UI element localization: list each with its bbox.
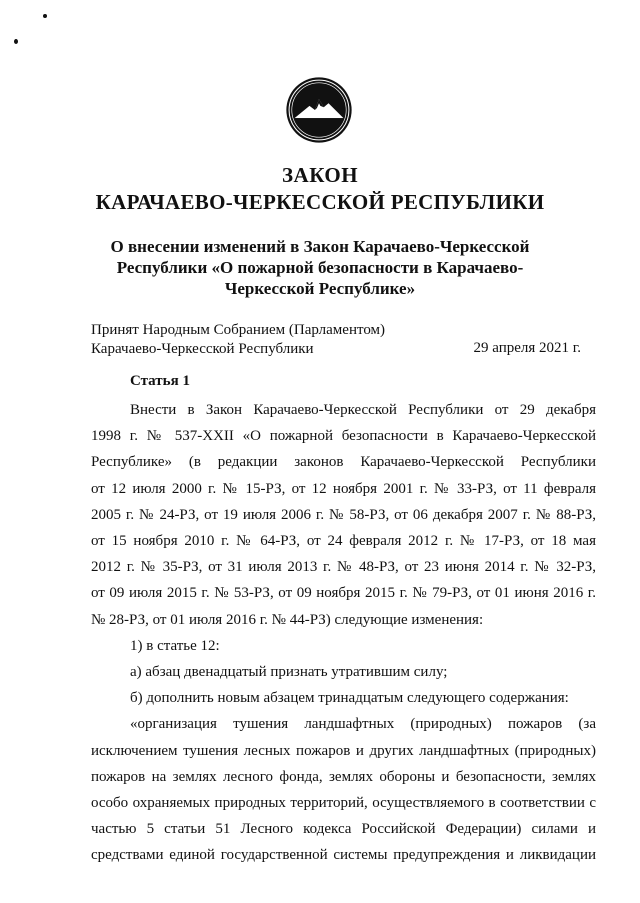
article-line: Республике» (в редакции законов Карачаево-Черкесской Республики bbox=[91, 454, 596, 471]
adoption-date: 29 апреля 2021 г. bbox=[473, 340, 581, 356]
adoption-line: Карачаево-Черкесской Республики bbox=[91, 341, 314, 357]
republic-title: КАРАЧАЕВО-ЧЕРКЕССКОЙ РЕСПУБЛИКИ bbox=[95, 190, 545, 214]
article-line: частью 5 статьи 51 Лесного кодекса Российской Федерации) силами и bbox=[91, 821, 596, 838]
article-line: а) абзац двенадцатый признать утратившим силу; bbox=[130, 664, 448, 681]
article-line: особо охраняемых природных территорий, осуществляемого в соответствии с bbox=[91, 795, 596, 812]
article-line: пожаров на землях лесного фонда, землях обороны и безопасности, землях bbox=[91, 768, 596, 785]
article-line: от 12 июля 2000 г. № 15-РЗ, от 12 ноября 2001 г. № 33-РЗ, от 11 февраля bbox=[91, 480, 596, 497]
article-line: 1) в статье 12: bbox=[130, 637, 220, 654]
subtitle-line: О внесении изменений в Закон Карачаево-Черкесской bbox=[110, 237, 530, 256]
article-heading: Статья 1 bbox=[130, 373, 190, 389]
law-title: ЗАКОН bbox=[281, 163, 359, 187]
article-body bbox=[91, 397, 596, 869]
article-line: № 28-РЗ, от 01 июля 2016 г. № 44-РЗ) следующие изменения: bbox=[91, 611, 484, 628]
subtitle-line: Черкесской Республике» bbox=[224, 279, 416, 298]
article-line: от 15 ноября 2010 г. № 64-РЗ, от 24 февраля 2012 г. № 17-РЗ, от 18 мая bbox=[91, 533, 596, 550]
article-line: средствами единой государственной системы предупреждения и ликвидации bbox=[91, 847, 596, 864]
subtitle-line: Республики «О пожарной безопасности в Карачаево- bbox=[116, 258, 524, 277]
article-line: 1998 г. № 537-XXII «О пожарной безопасности в Карачаево-Черкесской bbox=[91, 428, 596, 445]
article-line: 2005 г. № 24-РЗ, от 19 июля 2006 г. № 58-РЗ, от 06 декабря 2007 г. № 88-РЗ, bbox=[91, 506, 596, 523]
article-line: «организация тушения ландшафтных (природных) пожаров (за bbox=[130, 716, 596, 733]
law-subtitle bbox=[0, 236, 640, 299]
adoption-block bbox=[91, 321, 385, 359]
scan-speck bbox=[14, 39, 18, 44]
article-line: 2012 г. № 35-РЗ, от 31 июля 2013 г. № 48-РЗ, от 23 июня 2014 г. № 32-РЗ, bbox=[91, 559, 596, 576]
article-line: Внести в Закон Карачаево-Черкесской Республики от 29 декабря bbox=[130, 402, 596, 418]
adoption-line: Принят Народным Собранием (Парламентом) bbox=[91, 322, 386, 338]
republic-emblem-icon bbox=[285, 76, 353, 144]
scan-speck bbox=[43, 14, 47, 18]
article-line: от 09 июля 2015 г. № 53-РЗ, от 09 ноября 2015 г. № 79-РЗ, от 01 июня 2016 г. bbox=[91, 585, 596, 602]
article-line: б) дополнить новым абзацем тринадцатым следующего содержания: bbox=[130, 690, 569, 707]
article-line: исключением тушения лесных пожаров и других ландшафтных (природных) bbox=[91, 742, 596, 759]
